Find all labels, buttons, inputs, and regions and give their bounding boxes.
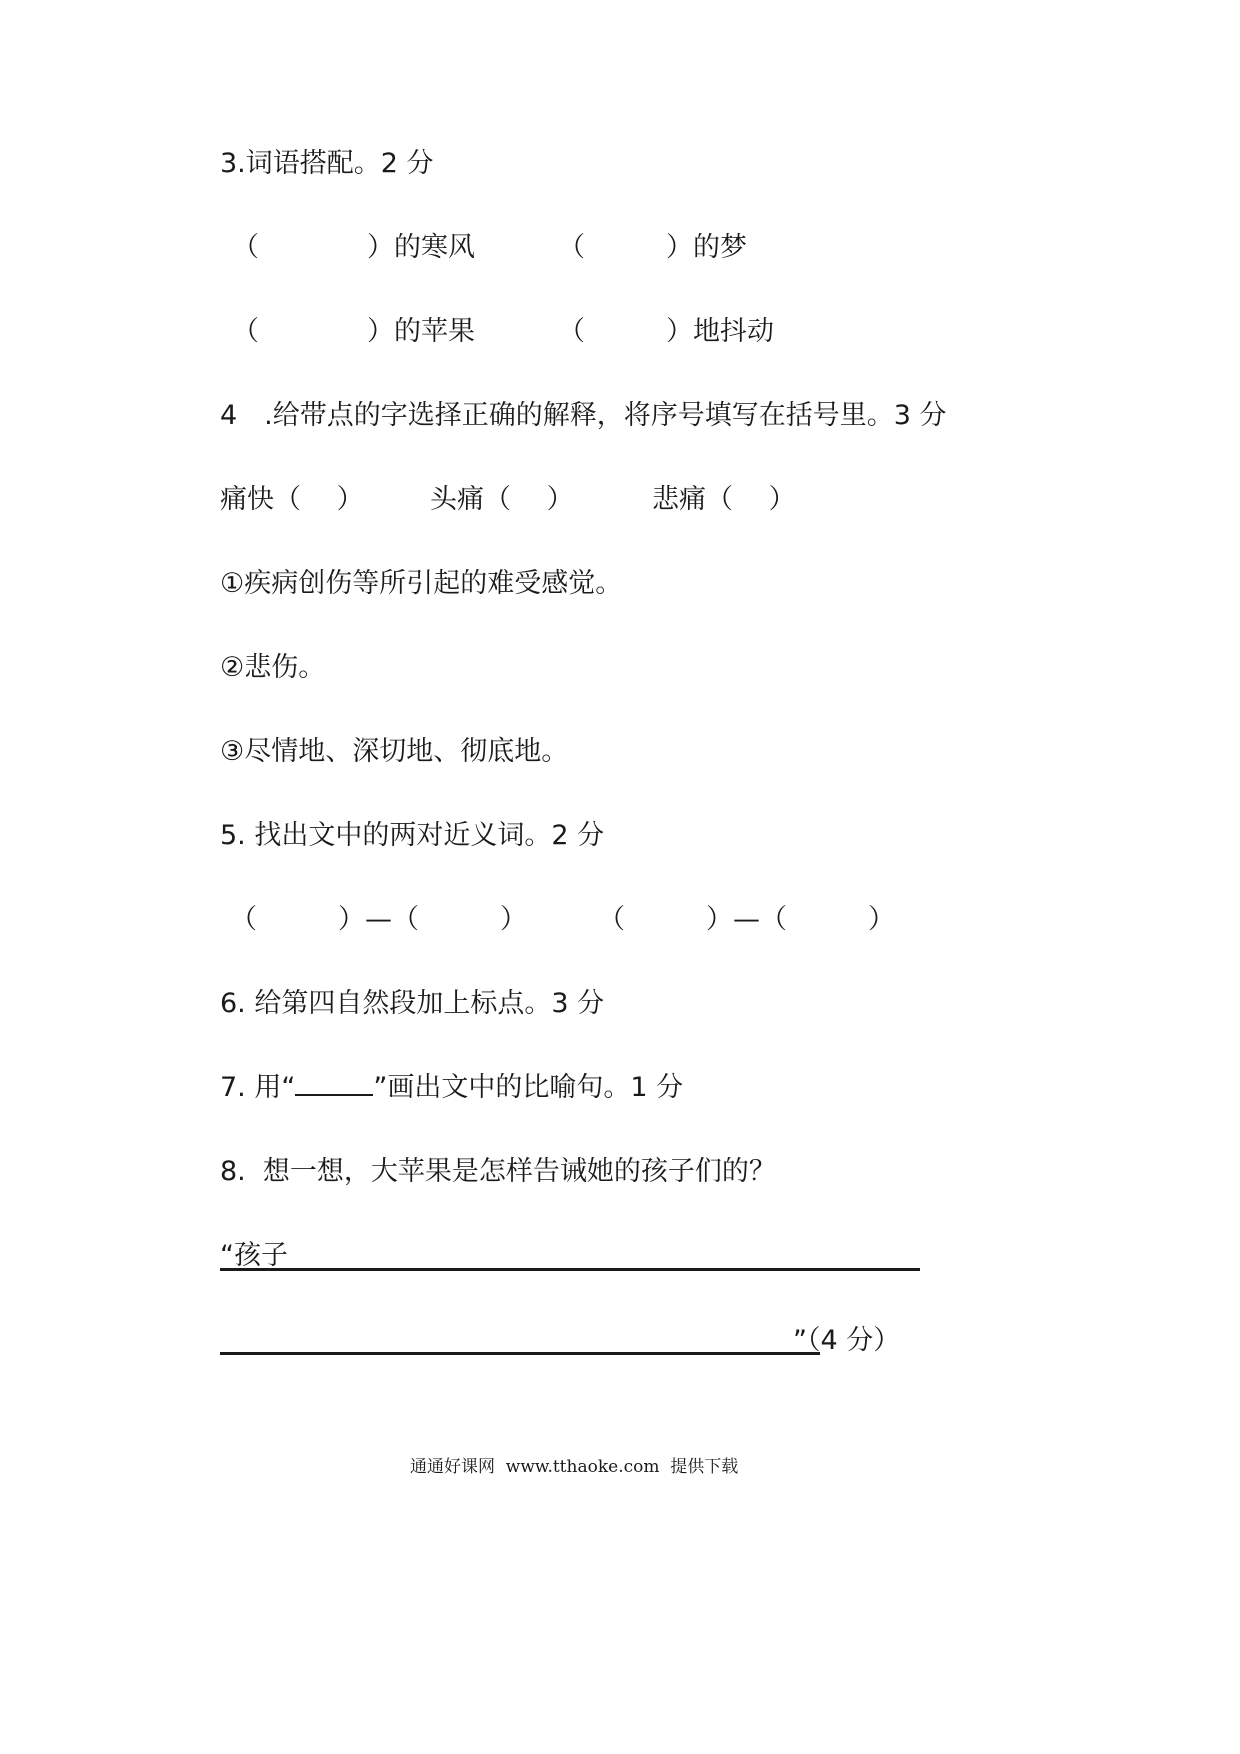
q4-option-1: ①疾病创伤等所引起的难受感觉。 <box>220 568 623 599</box>
q7-underline-sample <box>295 1072 373 1096</box>
q8-answer-start: “孩子 <box>220 1240 288 1271</box>
q5-pair-2: （ ）—（ ） <box>598 904 895 935</box>
q7-prefix: 7. 用“ <box>220 1072 296 1103</box>
q3-blank-dream: （ ）的梦 <box>558 232 747 263</box>
q4-option-2: ②悲伤。 <box>220 652 326 683</box>
q3-title: 3.词语搭配。2 分 <box>220 148 434 179</box>
q4-item-beitong: 悲痛（ ） <box>652 484 796 515</box>
q8-answer-line-2[interactable] <box>220 1352 820 1355</box>
q3-blank-apple: （ ）的苹果 <box>232 316 475 347</box>
q4-item-tongkuai: 痛快（ ） <box>220 484 364 515</box>
q6-title: 6. 给第四自然段加上标点。3 分 <box>220 988 605 1019</box>
q8-answer-end: ”（4 分） <box>793 1325 901 1356</box>
q7-title <box>220 1071 683 1105</box>
q3-blank-cold-wind: （ ）的寒风 <box>232 232 475 263</box>
q4-option-3: ③尽情地、深切地、彻底地。 <box>220 736 569 767</box>
footer-source: 通通好课网 www.tthaoke.com 提供下载 <box>410 1457 739 1477</box>
q4-item-toutong: 头痛（ ） <box>430 484 574 515</box>
q3-blank-shake: （ ）地抖动 <box>558 316 774 347</box>
q8-answer-line-1[interactable] <box>220 1268 920 1271</box>
q5-title: 5. 找出文中的两对近义词。2 分 <box>220 820 605 851</box>
q7-suffix: ”画出文中的比喻句。1 分 <box>373 1072 684 1103</box>
q8-title: 8. 想一想，大苹果是怎样告诫她的孩子们的？ <box>220 1156 776 1187</box>
q5-pair-1: （ ）—（ ） <box>230 904 527 935</box>
q4-title: 4 .给带点的字选择正确的解释，将序号填写在括号里。3 分 <box>220 400 947 431</box>
